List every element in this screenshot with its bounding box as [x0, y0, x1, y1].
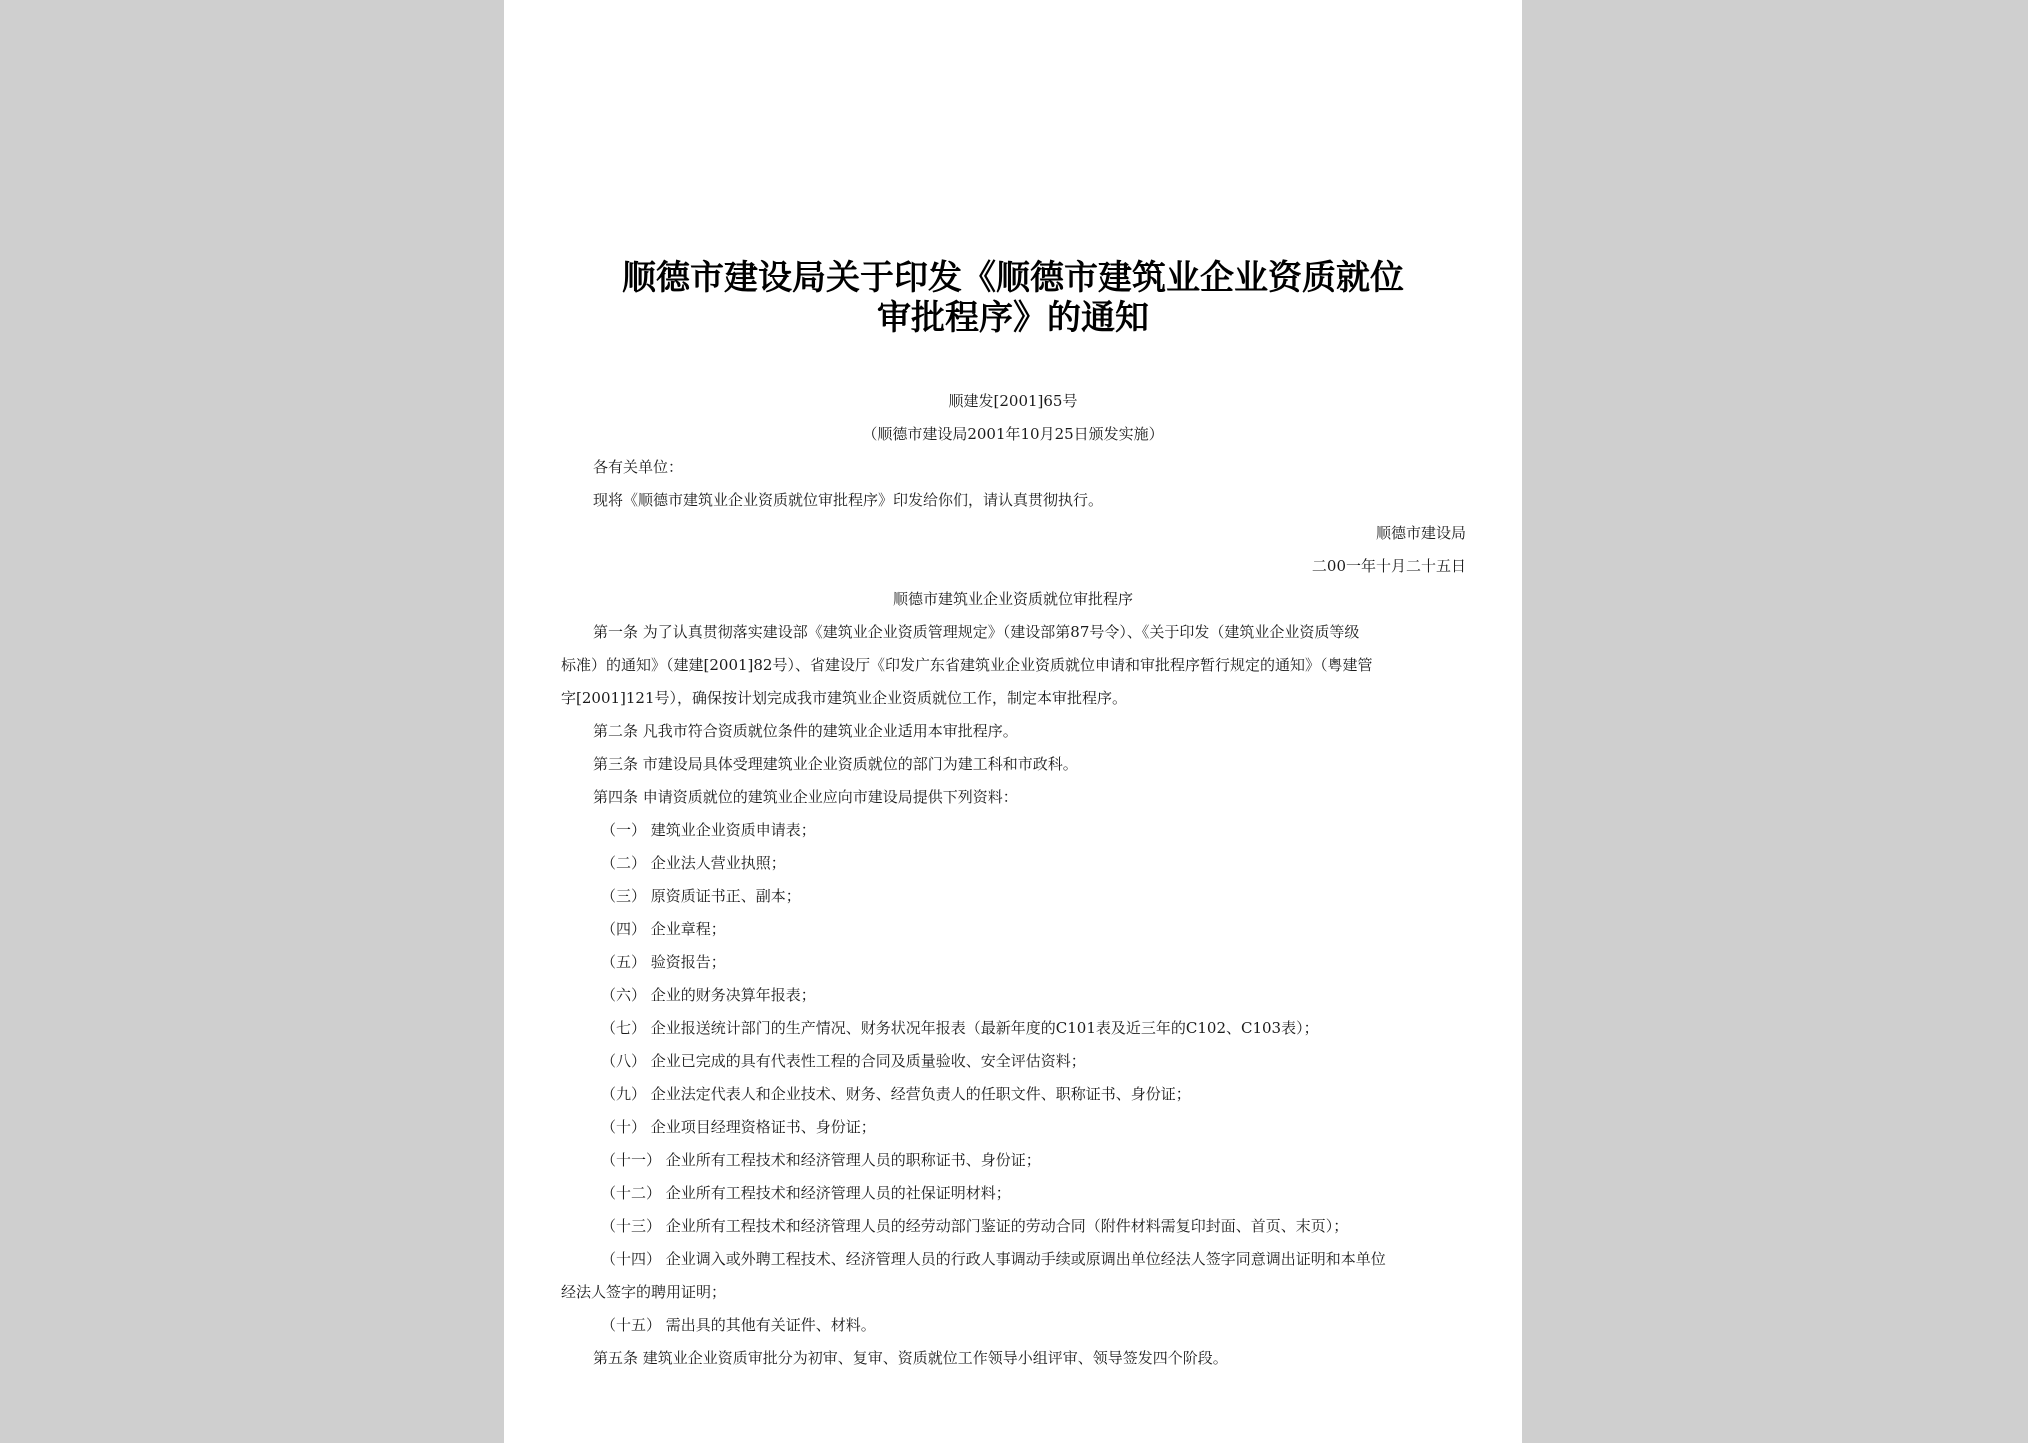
document-title [544, 258, 1482, 338]
article-3: 第三条 市建设局具体受理建筑业企业资质就位的部门为建工科和市政科。 [593, 755, 1078, 773]
list-item: （十一） 企业所有工程技术和经济管理人员的职称证书、身份证； [601, 1151, 1041, 1169]
article-5: 第五条 建筑业企业资质审批分为初审、复审、资质就位工作领导小组评审、领导签发四个阶段。 [593, 1349, 1228, 1367]
salutation: 各有关单位： [593, 458, 684, 476]
article-2: 第二条 凡我市符合资质就位条件的建筑业企业适用本审批程序。 [593, 722, 1018, 740]
list-item: （八） 企业已完成的具有代表性工程的合同及质量验收、安全评估资料； [601, 1052, 1086, 1070]
procedure-title: 顺德市建筑业企业资质就位审批程序 [892, 590, 1133, 608]
list-item: （四） 企业章程； [601, 920, 726, 938]
list-item-continuation: 经法人签字的聘用证明； [561, 1283, 727, 1301]
list-item: （七） 企业报送统计部门的生产情况、财务状况年报表（最新年度的C101表及近三年的C102、C103表）； [601, 1019, 1319, 1037]
document-page [504, 0, 1522, 1443]
list-item: （二） 企业法人营业执照； [601, 854, 786, 872]
issued-note: （顺德市建设局2001年10月25日颁发实施） [862, 425, 1164, 443]
article-1-line-3: 字[2001]121号），确保按计划完成我市建筑业企业资质就位工作，制定本审批程序。 [561, 689, 1128, 707]
list-item: （十四） 企业调入或外聘工程技术、经济管理人员的行政人事调动手续或原调出单位经法人签字同意调出证明和本单位 [601, 1250, 1386, 1268]
list-item: （十二） 企业所有工程技术和经济管理人员的社保证明材料； [601, 1184, 1011, 1202]
list-item: （一） 建筑业企业资质申请表； [601, 821, 816, 839]
article-1-line-1: 第一条 为了认真贯彻落实建设部《建筑业企业资质管理规定》（建设部第87号令）、《关于印发（建筑业企业资质等级 [593, 623, 1360, 641]
intro-paragraph: 现将《顺德市建筑业企业资质就位审批程序》印发给你们，请认真贯彻执行。 [593, 491, 1104, 509]
list-item: （五） 验资报告； [601, 953, 726, 971]
article-1-line-2: 标准）的通知》（建建[2001]82号）、省建设厅《印发广东省建筑业企业资质就位申请和审批程序暂行规定的通知》（粤建管 [561, 656, 1373, 674]
list-item: （九） 企业法定代表人和企业技术、财务、经营负责人的任职文件、职称证书、身份证； [601, 1085, 1191, 1103]
title-line-2: 审批程序》的通知 [877, 298, 1149, 338]
signer: 顺德市建设局 [1375, 524, 1466, 542]
list-item: （十三） 企业所有工程技术和经济管理人员的经劳动部门鉴证的劳动合同（附件材料需复印封面、首页、末页）； [601, 1217, 1349, 1235]
list-item: （十五） 需出具的其他有关证件、材料。 [601, 1316, 876, 1334]
document-number: 顺建发[2001]65号 [948, 392, 1078, 410]
list-item: （十） 企业项目经理资格证书、身份证； [601, 1118, 876, 1136]
title-line-1: 顺德市建设局关于印发《顺德市建筑业企业资质就位 [622, 258, 1404, 298]
list-item: （三） 原资质证书正、副本； [601, 887, 801, 905]
list-item: （六） 企业的财务决算年报表； [601, 986, 816, 1004]
article-4: 第四条 申请资质就位的建筑业企业应向市建设局提供下列资料： [593, 788, 1018, 806]
signature-date: 二00一年十月二十五日 [1311, 557, 1466, 575]
